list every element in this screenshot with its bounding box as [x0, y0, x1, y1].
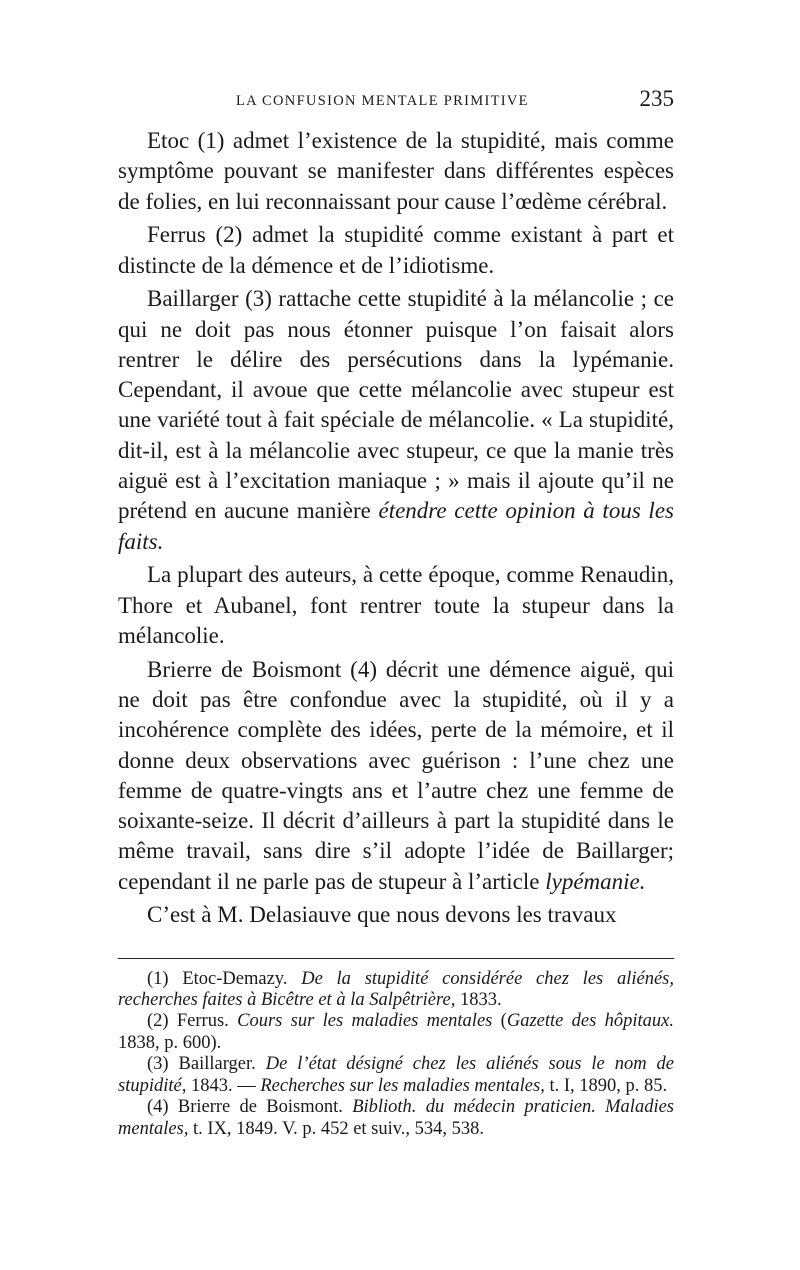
footnote-title: De la stupidité considérée chez les aliénés, recherches faites à Bicêtre et à la Salpêtrière, — [118, 968, 675, 1011]
footnote-divider — [118, 958, 674, 959]
footnote-4 — [118, 1097, 674, 1140]
footnote-title-2: Gazette des hôpitaux. — [506, 1011, 675, 1032]
paragraph-etoc: Etoc (1) admet l’existence de la stupidité, mais comme symptôme pouvant se manifester dans différentes espèces de folies, en lui reconnaissant pour cause l’œdème cérébral. — [118, 128, 674, 214]
main-text — [118, 126, 674, 931]
footnote-details: 1838, p. 600). — [118, 1032, 222, 1053]
running-head: LA CONFUSION MENTALE PRIMITIVE — [236, 93, 529, 109]
paragraph-brierre — [118, 655, 674, 897]
italic-phrase: étendre cette opinion à tous les faits. — [118, 498, 674, 554]
page-number: 235 — [639, 86, 674, 111]
footnote-2 — [118, 1011, 674, 1054]
paragraph-ferrus: Ferrus (2) admet la stupidité comme existant à part et distincte de la démence et de l’idiotisme. — [118, 222, 674, 278]
footnote-text: ( — [492, 1011, 507, 1032]
footnote-number: (2) — [147, 1011, 169, 1032]
footnotes — [118, 969, 674, 1140]
footnote-title: De l’état désigné chez les aliénés sous le nom de stupidité, — [118, 1054, 674, 1096]
paragraph-baillarger — [118, 284, 674, 557]
paragraph-text: Brierre de Boismont (4) décrit une démence aiguë, qui ne doit pas être confondue avec la stupidité, où il y a incohérence complète des idées, perte de la mémoire, et il donne deux observations avec guérison : l’une chez une femme de quatre-vingts ans et l’autre chez une femme de soixante-seize. Il décrit d’ailleurs à part la stupidité dans le même travail, sans dire s’il adopte l’idée de Baillarger; cependant il ne parle pas de stupeur à l’article — [118, 656, 674, 894]
footnote-details: t. I, 1890, p. 85. — [544, 1075, 668, 1096]
footnote-author: Brierre de Boismont. — [168, 1097, 353, 1118]
paragraph-renaudin: La plupart des auteurs, à cette époque, comme Renaudin, Thore et Aubanel, font rentrer toute la stupeur dans la mélancolie. — [118, 562, 674, 648]
footnote-text: 1843. — — [186, 1075, 261, 1096]
footnote-number: (3) — [147, 1054, 169, 1075]
page-header — [118, 88, 674, 118]
footnote-title: Biblioth. du médecin praticien. Maladies mentales, — [118, 1097, 674, 1139]
footnote-author: Ferrus. — [168, 1011, 238, 1032]
footnote-author: Baillarger. — [168, 1054, 266, 1075]
footnote-details: t. IX, 1849. V. p. 452 et suiv., 534, 538. — [188, 1118, 485, 1139]
footnote-title: Cours sur les maladies mentales — [237, 1011, 493, 1032]
footnote-number: (4) — [147, 1097, 169, 1118]
book-page — [118, 88, 674, 1140]
footnote-3 — [118, 1054, 674, 1097]
footnote-number: (1) — [147, 968, 169, 989]
footnote-details: 1833. — [455, 990, 502, 1011]
footnote-title-2: Recherches sur les maladies mentales, — [260, 1075, 545, 1096]
paragraph-delasiauve: C’est à M. Delasiauve que nous devons les travaux — [147, 902, 617, 928]
paragraph-text: Baillarger (3) rattache cette stupidité à la mélancolie ; ce qui ne doit pas nous étonner puisque l’on faisait alors rentrer le délire des persécutions dans la lypémanie. Cependant, il avoue que cette mélancolie avec stupeur est une variété tout à fait spéciale de mélancolie. « La stupidité, dit-il, est à la mélancolie avec stupeur, ce que la manie très aiguë est à l’excitation maniaque ; » mais il ajoute qu’il ne prétend en aucune manière — [118, 286, 674, 524]
footnote-author: Etoc-Demazy. — [168, 968, 302, 989]
italic-phrase: lypémanie. — [545, 868, 646, 894]
footnote-1 — [118, 969, 674, 1012]
